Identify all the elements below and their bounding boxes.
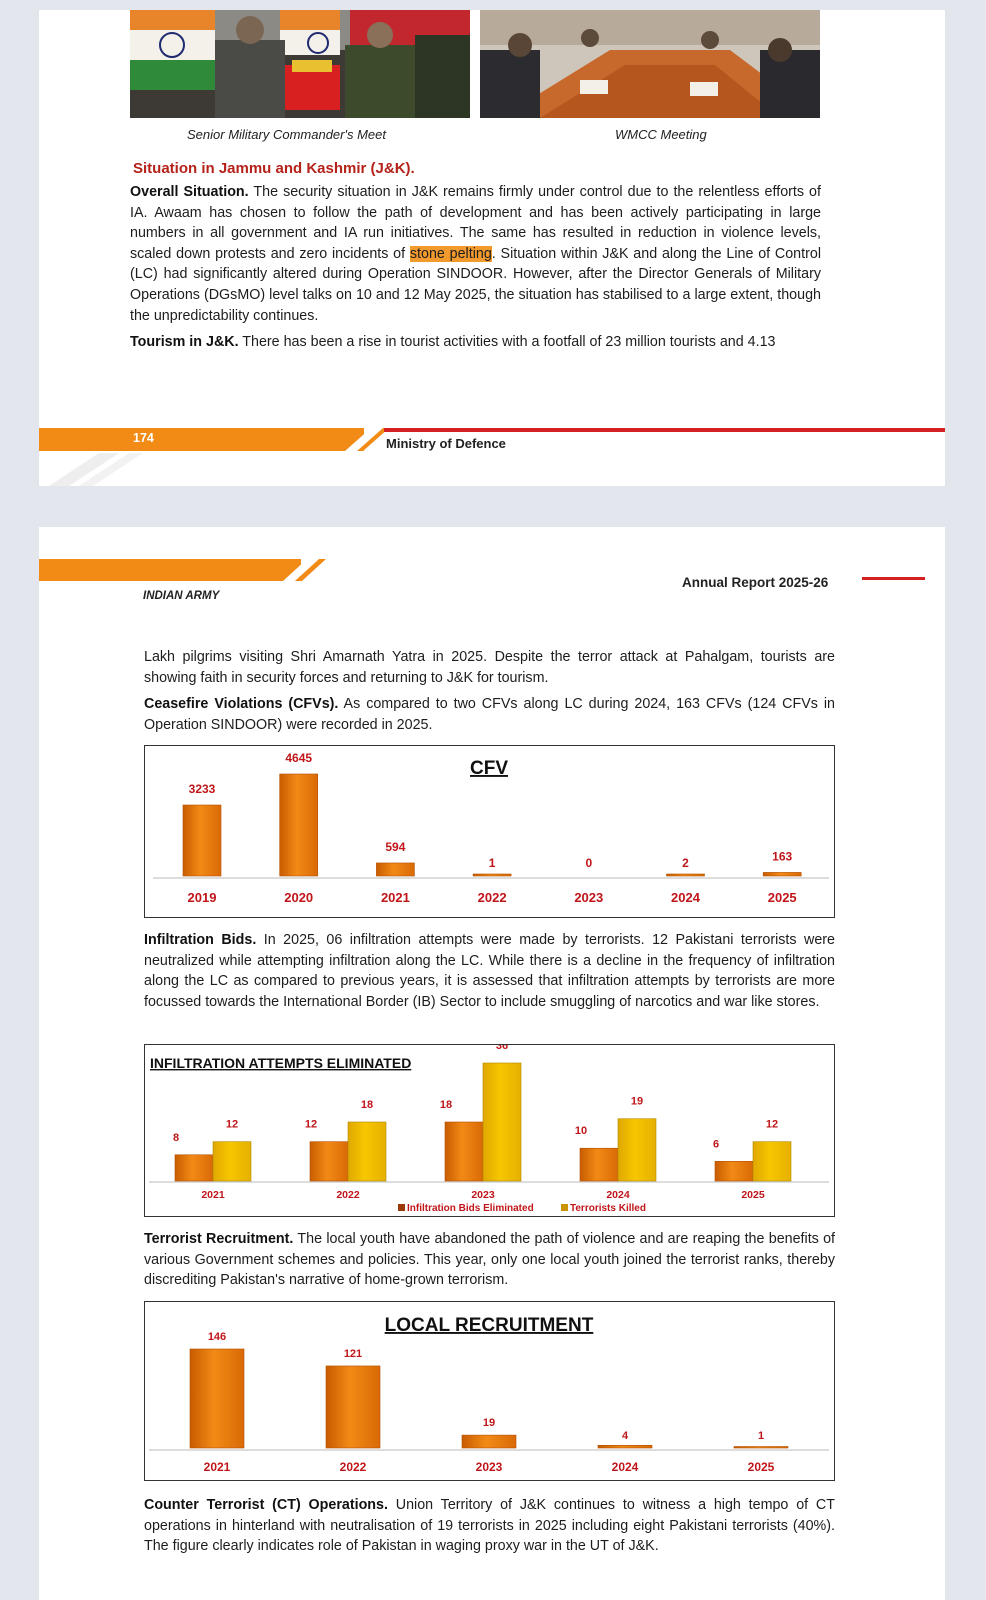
infiltration-paragraph [144,930,835,1012]
infil-bar-killed-2022 [348,1122,386,1181]
stone-pelting-highlight: stone pelting [409,245,492,262]
page-number: 174 [133,431,154,445]
recruit-value-label-2025: 1 [757,1430,765,1442]
infil-bar-killed-2023 [483,1063,521,1181]
infil-bar-killed-2025 [753,1142,791,1181]
header-annual-report: Annual Report 2025-26 [682,575,829,590]
infiltration-text: In 2025, 06 infiltration attempts were made by terrorists. 12 Pakistani terrorists were neutralized while attempting infiltration along the LC. While there is a decline in the frequency of infiltration along the LC as compared to previous years, it is assessed that infiltration attempts by terrorists are more focussed towards the International Border (IB) Sector to include smuggling of narcotics and war like stores. [144,932,835,1010]
infil-value-label-bids-2022: 12 [304,1118,318,1131]
page-footer [39,428,945,486]
tourism-text: There has been a rise in tourist activities with a footfall of 23 million tourists and 4.13 [238,334,776,350]
infil-chart-title: INFILTRATION ATTEMPTS ELIMINATED [150,1055,412,1071]
photo-caption-right: WMCC Meeting [615,127,707,142]
cfv-bar-2022 [473,874,511,876]
infil-value-label-bids-2023: 18 [439,1099,453,1111]
wmcc-meeting-photo [480,10,820,118]
ct-operations-text: Union Territory of J&K continues to witness a high tempo of CT operations in hinterland with neutralisation of 19 terrorists in 2025 including eight Pakistani terrorists (40%). The figure clearly indicates role of Pakistan in waging proxy war in the UT of J&K. [144,1497,835,1555]
recruit-year-label-2024: 2024 [611,1460,639,1474]
infil-bar-bids-2022 [310,1142,348,1181]
infil-value-label-bids-2021: 8 [172,1131,180,1144]
overall-situation-label: Overall Situation. [130,184,249,200]
infil-bar-bids-2021 [175,1155,213,1181]
cfv-bar-2024 [667,874,705,876]
cfv-year-label-2019: 2019 [187,890,217,905]
recruit-year-label-2021: 2021 [203,1460,231,1474]
section-heading-jk: Situation in Jammu and Kashmir (J&K). [133,160,415,177]
cfv-bar-2021 [376,863,414,876]
cfv-year-label-2021: 2021 [380,890,410,905]
tourism-label: Tourism in J&K. [130,334,239,350]
infiltration-label: Infiltration Bids. [144,932,257,948]
cfv-bar-2025 [763,872,801,876]
infil-value-label-killed-2022: 18 [360,1099,374,1111]
pilgrims-paragraph: Lakh pilgrims visiting Shri Amarnath Yatra in 2025. Despite the terror attack at Pahalgam, tourists are showing faith in security forces and returning to J&K for tourism. [144,649,835,686]
recruitment-text: The local youth have abandoned the path of violence and are reaping the benefits of various Government schemes and policies. This year, only one local youth joined the terrorist ranks, thereby discrediting Pakistan's narrative of home-grown terrorism. [144,1231,836,1289]
cfv-value-label-2020: 4645 [285,751,313,765]
cfv-year-label-2024: 2024 [671,890,700,905]
recruit-year-label-2023: 2023 [475,1460,503,1474]
cfv-year-label-2023: 2023 [574,890,604,905]
infil-value-label-killed-2023: 36 [495,1045,509,1052]
cfv-bar-2019 [183,805,221,876]
cfv-text: As compared to two CFVs along LC during 2024, 163 CFVs (124 CFVs in Operation SINDOOR) were recorded in 2025. [144,696,835,733]
cfv-paragraph [144,694,835,735]
recruit-bar-2022 [326,1366,380,1448]
recruit-chart-title: LOCAL RECRUITMENT [384,1315,594,1336]
ct-operations-paragraph [144,1495,835,1557]
infil-bar-bids-2025 [715,1161,753,1181]
cfv-value-label-2019: 3233 [188,782,216,797]
overall-situation-paragraph [130,182,821,326]
report-page-174 [39,10,945,486]
infil-value-label-killed-2021: 12 [225,1118,239,1131]
infil-value-label-bids-2025: 6 [712,1138,720,1151]
cfv-bar-2020 [280,774,318,876]
recruit-year-label-2022: 2022 [339,1460,367,1474]
infiltration-chart-svg [145,1045,834,1216]
recruit-bar-2024 [598,1445,652,1448]
cfv-year-label-2020: 2020 [284,890,314,905]
overall-situation-text-1: The security situation in J&K remains firmly under control due to the relentless efforts of IA. Awaam has chosen to follow the path of development and has been actively participating in large numbers in all government and IA run initiatives. The same has resulted in reduction in violence levels, scaled down protests and zero incidents of [130,184,821,262]
infil-legend-swatch-bids [398,1204,405,1211]
infil-bar-bids-2023 [445,1122,483,1181]
cfv-value-label-2021: 594 [385,839,406,854]
recruit-bar-2025 [734,1447,788,1449]
infil-year-label-2025: 2025 [741,1189,765,1201]
ct-operations-label: Counter Terrorist (CT) Operations. [144,1497,388,1513]
infil-bar-bids-2024 [580,1148,618,1181]
infil-legend-label-bids: Infiltration Bids Eliminated [407,1203,534,1214]
cfv-chart [144,745,835,918]
recruit-value-label-2022: 121 [343,1347,363,1360]
cfv-year-label-2025: 2025 [767,890,797,905]
overall-situation-text-2: . Situation within J&K and along the Line of Control (LC) had significantly altered during Operation SINDOOR. However, after the Director Generals of Military Operations (DGsMO) level talks on 10 and 12 May 2025, the situation has stabilised to a large extent, though the unpredictability continues. [130,245,821,324]
local-recruitment-chart-svg [145,1302,834,1480]
header-indian-army: INDIAN ARMY [143,590,220,602]
recruitment-paragraph [144,1229,835,1291]
cfv-value-label-2024: 2 [682,856,689,870]
recruit-value-label-2021: 146 [207,1331,227,1343]
infiltration-chart [144,1044,835,1217]
cfv-chart-title: CFV [470,758,508,779]
infil-year-label-2021: 2021 [201,1189,225,1201]
recruit-year-label-2025: 2025 [747,1460,775,1474]
cfv-label: Ceasefire Violations (CFVs). [144,696,339,712]
photo-caption-left: Senior Military Commander's Meet [187,127,386,142]
infil-legend-label-killed: Terrorists Killed [570,1203,646,1214]
footer-ministry-text: Ministry of Defence [386,436,506,451]
recruitment-label: Terrorist Recruitment. [144,1231,294,1247]
cfv-chart-svg [145,746,834,917]
infil-year-label-2024: 2024 [606,1189,630,1201]
cfv-value-label-2025: 163 [772,849,793,864]
recruit-value-label-2023: 19 [482,1417,496,1430]
infil-year-label-2022: 2022 [336,1189,360,1201]
infil-year-label-2023: 2023 [471,1189,495,1201]
recruit-bar-2023 [462,1435,516,1448]
cfv-year-label-2022: 2022 [477,890,507,905]
report-page-175 [39,527,945,1600]
infil-value-label-killed-2024: 19 [630,1095,644,1108]
infil-value-label-bids-2024: 10 [574,1125,588,1138]
cfv-value-label-2023: 0 [585,856,593,870]
infil-bar-killed-2024 [618,1119,656,1181]
infil-legend-swatch-killed [561,1204,568,1211]
infil-value-label-killed-2025: 12 [765,1118,779,1131]
local-recruitment-chart [144,1301,835,1481]
senior-commanders-meet-photo [130,10,470,118]
infil-bar-killed-2021 [213,1142,251,1181]
tourism-paragraph [130,332,850,353]
recruit-bar-2021 [190,1349,244,1448]
cfv-value-label-2022: 1 [488,856,496,870]
recruit-value-label-2024: 4 [621,1430,629,1442]
